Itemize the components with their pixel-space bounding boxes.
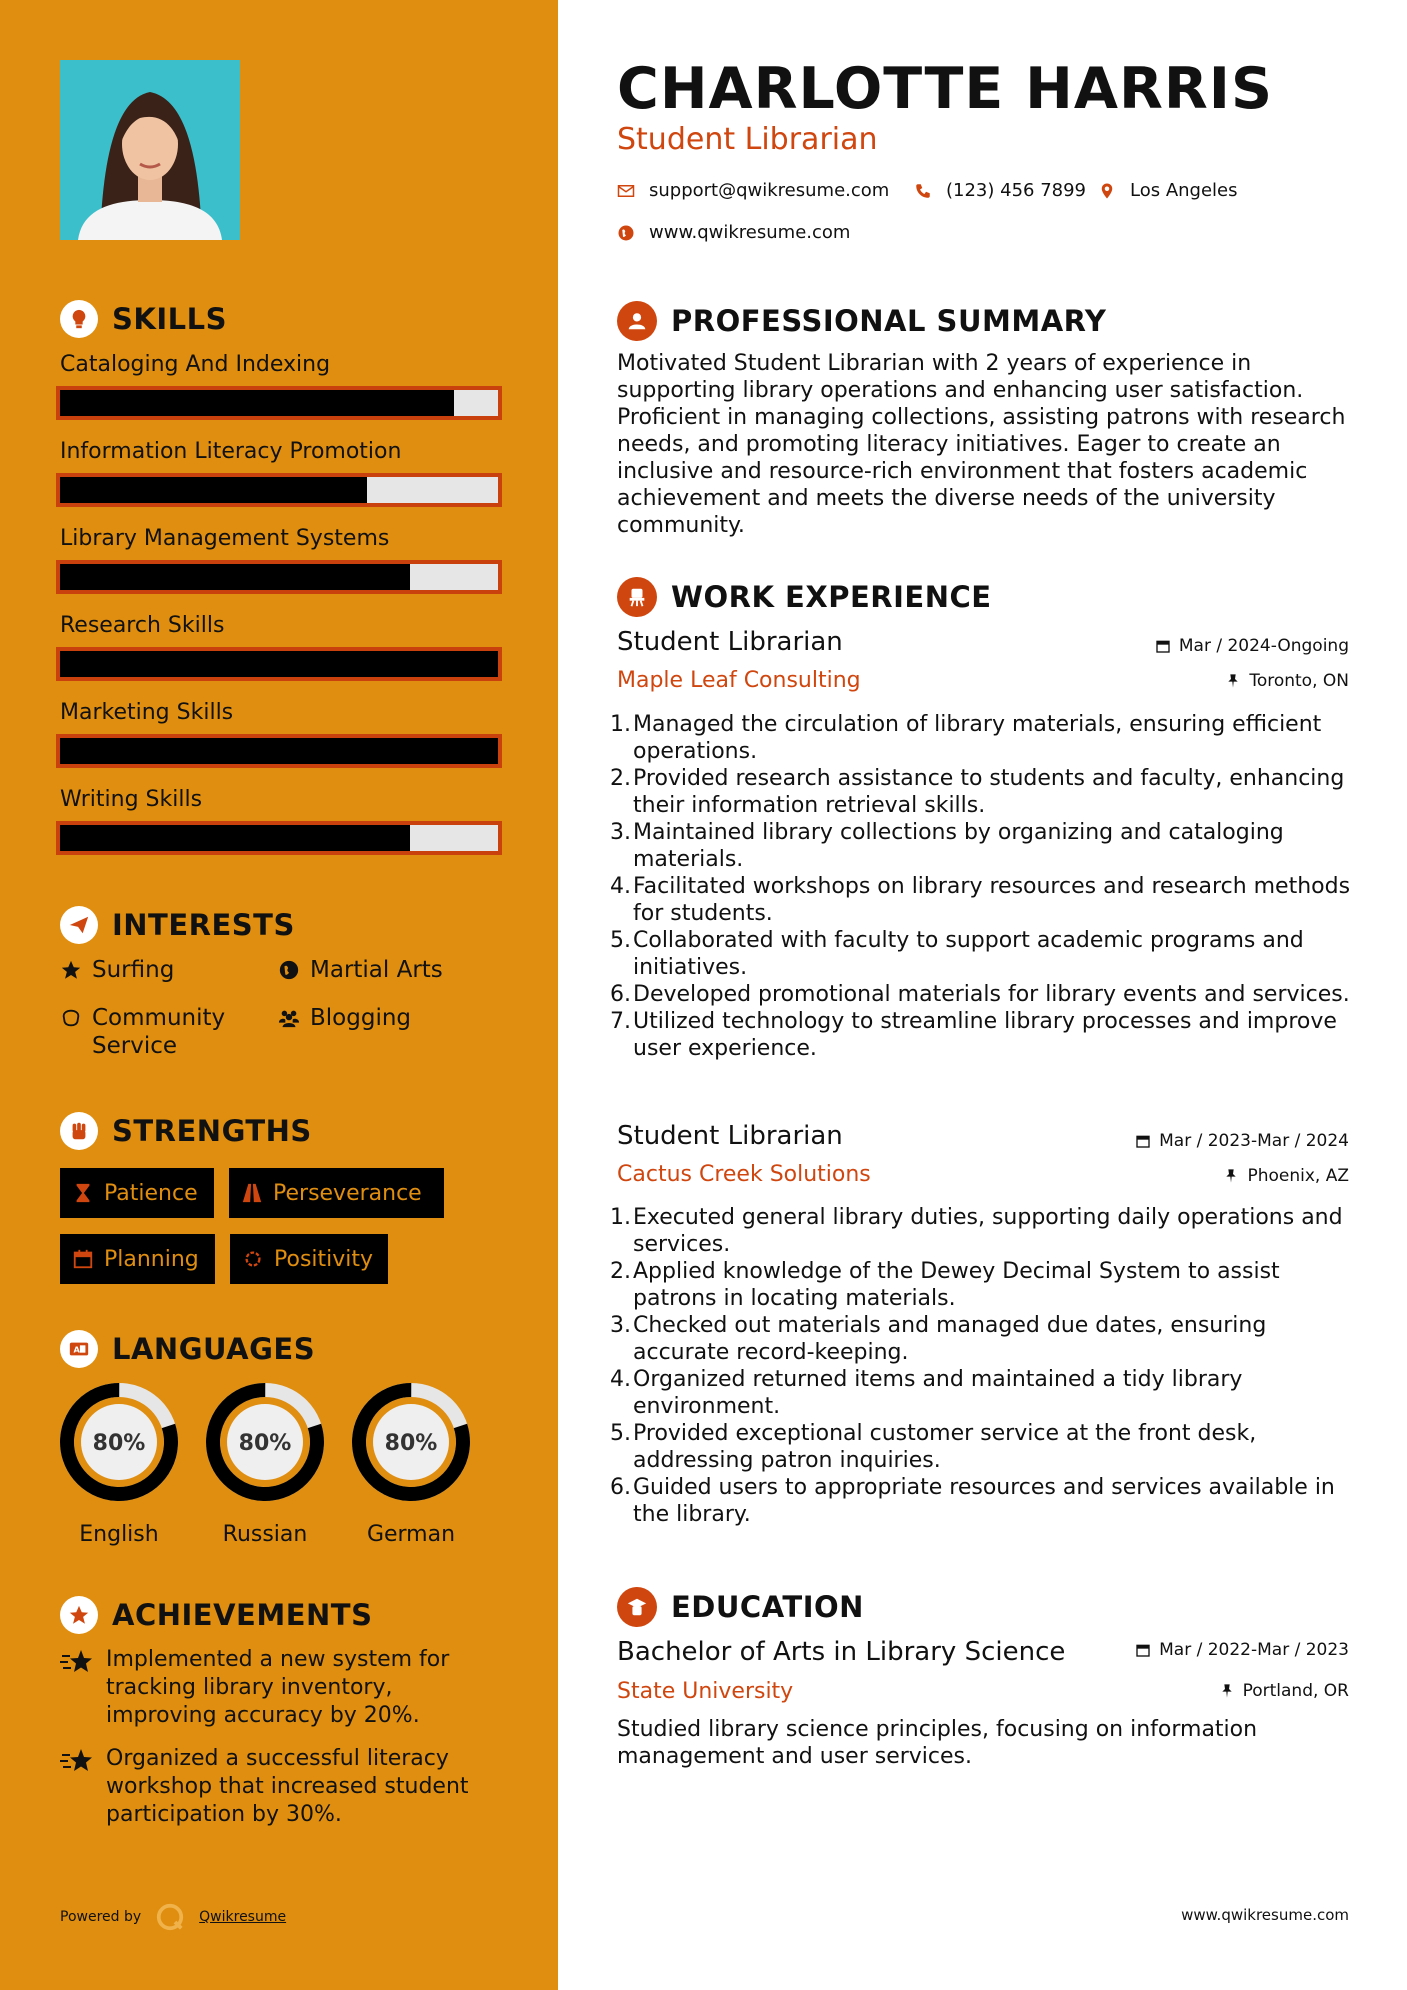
pushpin-icon bbox=[1225, 673, 1241, 689]
job-title: Student Librarian bbox=[617, 627, 843, 657]
strengths-title: STRENGTHS bbox=[112, 1114, 312, 1148]
paper-plane-icon bbox=[60, 906, 98, 944]
job-location-text: Toronto, ON bbox=[1249, 671, 1349, 691]
svg-text:A: A bbox=[73, 1344, 80, 1355]
skill-level-bar bbox=[56, 734, 502, 768]
language-donut bbox=[203, 1380, 327, 1504]
skill-name: Library Management Systems bbox=[60, 526, 390, 551]
job-duty-item: 4. Organized returned items and maintained a tidy library environment. bbox=[617, 1366, 1357, 1420]
job-duty-item: 6. Guided users to appropriate resources and services available in the library. bbox=[617, 1474, 1357, 1528]
language-name: German bbox=[366, 1522, 456, 1547]
job-duty-item: 2. Provided research assistance to students and faculty, enhancing their information retrieval skills. bbox=[617, 765, 1357, 819]
sun-icon bbox=[242, 1248, 264, 1270]
skill-name: Cataloging And Indexing bbox=[60, 352, 331, 377]
job-duty-text: Checked out materials and managed due dates, ensuring accurate record-keeping. bbox=[633, 1313, 1267, 1365]
skill-name: Marketing Skills bbox=[60, 700, 234, 725]
phone-icon bbox=[914, 182, 932, 200]
job-dates bbox=[1155, 636, 1349, 656]
fist-icon bbox=[60, 1112, 98, 1150]
summary-title: PROFESSIONAL SUMMARY bbox=[671, 304, 1107, 338]
language-donut bbox=[349, 1380, 473, 1504]
calendar-icon bbox=[1135, 1133, 1151, 1149]
job-dates bbox=[1135, 1131, 1349, 1151]
job-duty-item: 4. Facilitated workshops on library resources and research methods for students. bbox=[617, 873, 1357, 927]
skill-level-fill bbox=[60, 477, 367, 503]
interests-title: INTERESTS bbox=[112, 908, 295, 942]
phone-text: (123) 456 7899 bbox=[946, 180, 1087, 201]
skill-name: Information Literacy Promotion bbox=[60, 439, 402, 464]
powered-by-label: Powered by bbox=[60, 1909, 142, 1925]
job-duty-item: 3. Checked out materials and managed due dates, ensuring accurate record-keeping. bbox=[617, 1312, 1357, 1366]
website-text: www.qwikresume.com bbox=[649, 222, 851, 243]
language-percent: 80% bbox=[238, 1431, 292, 1456]
map-pin-icon bbox=[1098, 182, 1116, 200]
job-location-text: Phoenix, AZ bbox=[1247, 1166, 1349, 1186]
job-duty-text: Maintained library collections by organizing and cataloging materials. bbox=[633, 820, 1284, 872]
job-duty-item: 6. Developed promotional materials for library events and services. bbox=[610, 982, 1350, 1007]
job-title: Student Librarian bbox=[617, 1121, 843, 1151]
job-duty-item: 1. Executed general library duties, supporting daily operations and services. bbox=[617, 1204, 1357, 1258]
profile-photo bbox=[60, 60, 240, 240]
interest-label: Blogging bbox=[310, 1005, 412, 1031]
job-location bbox=[1225, 671, 1349, 691]
candidate-name: CHARLOTTE HARRIS bbox=[617, 56, 1273, 122]
job-duty-text: Guided users to appropriate resources and services available in the library. bbox=[633, 1475, 1335, 1527]
globe-icon bbox=[617, 224, 635, 242]
interest-label: Martial Arts bbox=[310, 957, 443, 983]
education-location-text: Portland, OR bbox=[1242, 1681, 1349, 1701]
achievements-title: ACHIEVEMENTS bbox=[112, 1598, 373, 1632]
powered-by bbox=[60, 1902, 286, 1932]
job-dates-text: Mar / 2023-Mar / 2024 bbox=[1159, 1131, 1349, 1151]
education-description: Studied library science principles, focusing on information management and user services. bbox=[617, 1717, 1258, 1769]
strength-label: Planning bbox=[104, 1246, 199, 1272]
lightbulb-icon bbox=[60, 300, 98, 338]
skill-level-fill bbox=[60, 390, 454, 416]
interest-label: Community Service bbox=[92, 1005, 226, 1059]
skill-level-fill bbox=[60, 564, 410, 590]
contact-website[interactable] bbox=[617, 222, 850, 243]
pushpin-icon bbox=[1223, 1168, 1239, 1184]
summary-header bbox=[617, 301, 1106, 341]
language-item bbox=[349, 1380, 473, 1547]
job-duty-item: 3. Maintained library collections by organizing and cataloging materials. bbox=[617, 819, 1357, 873]
interest-item bbox=[60, 956, 174, 984]
achievement-text: Implemented a new system for tracking library inventory, improving accuracy by 20%. bbox=[106, 1647, 450, 1728]
job-duty-item: 1. Managed the circulation of library materials, ensuring efficient operations. bbox=[617, 711, 1357, 765]
trophy-star-icon bbox=[60, 1648, 94, 1676]
skill-level-fill bbox=[60, 825, 410, 851]
skill-name: Writing Skills bbox=[60, 787, 203, 812]
strength-badge bbox=[60, 1168, 214, 1218]
interest-item bbox=[60, 1004, 250, 1060]
education-header bbox=[617, 1587, 864, 1627]
strengths-header bbox=[60, 1112, 312, 1150]
user-icon bbox=[617, 301, 657, 341]
skill-level-bar bbox=[56, 560, 502, 594]
job-duty-text: Organized returned items and maintained a tidy library environment. bbox=[633, 1367, 1243, 1419]
candidate-role: Student Librarian bbox=[617, 122, 878, 157]
strength-badge bbox=[229, 1168, 444, 1218]
education-dates-text: Mar / 2022-Mar / 2023 bbox=[1159, 1640, 1349, 1660]
education-dates bbox=[1135, 1640, 1349, 1660]
job-duties-list bbox=[610, 1204, 1357, 1528]
job-duty-text: Managed the circulation of library materials, ensuring efficient operations. bbox=[633, 712, 1322, 764]
job-duty-text: Provided research assistance to students and faculty, enhancing their information retrieval skills. bbox=[633, 766, 1345, 818]
language-donut bbox=[57, 1380, 181, 1504]
qwikresume-link[interactable]: Qwikresume bbox=[199, 1909, 287, 1925]
language-name: English bbox=[79, 1522, 159, 1547]
location-text: Los Angeles bbox=[1130, 180, 1238, 201]
job-duty-item: 7. Utilized technology to streamline library processes and improve user experience. bbox=[617, 1008, 1357, 1062]
interest-item bbox=[278, 1004, 411, 1032]
skill-level-fill bbox=[60, 651, 498, 677]
contact-location bbox=[1098, 180, 1238, 201]
interest-label: Surfing bbox=[92, 957, 175, 983]
achievements-header bbox=[60, 1596, 372, 1634]
job-location bbox=[1223, 1166, 1349, 1186]
job-duty-item: 2. Applied knowledge of the Dewey Decimal System to assist patrons in locating materials. bbox=[617, 1258, 1357, 1312]
skills-title: SKILLS bbox=[112, 302, 227, 336]
strength-label: Patience bbox=[104, 1180, 198, 1206]
skill-level-bar bbox=[56, 473, 502, 507]
calendar-icon bbox=[1135, 1642, 1151, 1658]
job-duty-text: Facilitated workshops on library resources and research methods for students. bbox=[633, 874, 1351, 926]
contact-email[interactable] bbox=[617, 180, 889, 201]
calendar-icon bbox=[72, 1248, 94, 1270]
strength-label: Positivity bbox=[274, 1246, 374, 1272]
job-company: Cactus Creek Solutions bbox=[617, 1162, 871, 1187]
degree-title: Bachelor of Arts in Library Science bbox=[617, 1637, 1066, 1667]
briefcase-chair-icon bbox=[617, 577, 657, 617]
language-item bbox=[203, 1380, 327, 1547]
strength-badge bbox=[230, 1234, 388, 1284]
language-item bbox=[57, 1380, 181, 1547]
language-name: Russian bbox=[222, 1522, 308, 1547]
graduate-icon bbox=[617, 1587, 657, 1627]
education-location bbox=[1219, 1681, 1349, 1701]
hourglass-icon bbox=[72, 1182, 94, 1204]
job-duty-text: Collaborated with faculty to support academic programs and initiatives. bbox=[633, 928, 1304, 980]
language-percent: 80% bbox=[92, 1431, 146, 1456]
job-duty-text: Executed general library duties, supporting daily operations and services. bbox=[633, 1205, 1343, 1257]
footer-website[interactable]: www.qwikresume.com bbox=[1181, 1906, 1349, 1924]
pushpin-icon bbox=[1219, 1683, 1235, 1699]
skill-name: Research Skills bbox=[60, 613, 225, 638]
strength-label: Perseverance bbox=[273, 1180, 422, 1206]
globe-icon bbox=[278, 959, 300, 981]
job-duty-text: Utilized technology to streamline library processes and improve user experience. bbox=[633, 1009, 1337, 1061]
job-company: Maple Leaf Consulting bbox=[617, 668, 861, 693]
work-header bbox=[617, 577, 992, 617]
skill-level-bar bbox=[56, 821, 502, 855]
strength-badge bbox=[60, 1234, 215, 1284]
star-icon bbox=[60, 959, 82, 981]
job-dates-text: Mar / 2024-Ongoing bbox=[1178, 636, 1349, 656]
calendar-icon bbox=[1155, 638, 1171, 654]
language-icon bbox=[60, 1330, 98, 1368]
envelope-icon bbox=[617, 182, 635, 200]
job-duty-item: 5. Collaborated with faculty to support academic programs and initiatives. bbox=[617, 927, 1357, 981]
work-title: WORK EXPERIENCE bbox=[671, 580, 992, 614]
interest-item bbox=[278, 956, 443, 984]
road-icon bbox=[241, 1182, 263, 1204]
qwikresume-logo-icon bbox=[155, 1902, 185, 1932]
language-percent: 80% bbox=[384, 1431, 438, 1456]
skill-level-bar bbox=[56, 386, 502, 420]
achievement-text: Organized a successful literacy workshop that increased student participation by 30%. bbox=[106, 1746, 469, 1827]
achievement-item bbox=[60, 1646, 490, 1730]
email-text: support@qwikresume.com bbox=[649, 180, 890, 201]
trophy-star-icon bbox=[60, 1747, 94, 1775]
users-icon bbox=[278, 1007, 300, 1029]
hand-icon bbox=[60, 1007, 82, 1029]
contact-phone[interactable] bbox=[914, 180, 1086, 201]
languages-header bbox=[60, 1330, 315, 1368]
skills-header bbox=[60, 300, 227, 338]
achievement-item bbox=[60, 1745, 490, 1829]
job-duty-item: 5. Provided exceptional customer service at the front desk, addressing patron inquiries. bbox=[617, 1420, 1357, 1474]
skill-level-bar bbox=[56, 647, 502, 681]
skill-level-fill bbox=[60, 738, 498, 764]
school-name: State University bbox=[617, 1679, 794, 1704]
job-duty-text: Developed promotional materials for library events and services. bbox=[633, 982, 1350, 1007]
summary-text: Motivated Student Librarian with 2 years of experience in supporting library operations and enhancing user satisfaction. Proficient in managing collections, assisting patrons with research needs, and promoting literacy initiatives. Eager to create an inclusive and resource-rich environment that fosters academic achievement and meets the diverse needs of the university community. bbox=[617, 351, 1346, 538]
job-duty-text: Applied knowledge of the Dewey Decimal System to assist patrons in locating materials. bbox=[633, 1259, 1280, 1311]
job-duty-text: Provided exceptional customer service at the front desk, addressing patron inquiries. bbox=[633, 1421, 1257, 1473]
languages-title: LANGUAGES bbox=[112, 1332, 316, 1366]
education-title: EDUCATION bbox=[671, 1590, 864, 1624]
interests-header bbox=[60, 906, 295, 944]
star-badge-icon bbox=[60, 1596, 98, 1634]
job-duties-list bbox=[610, 711, 1357, 1062]
